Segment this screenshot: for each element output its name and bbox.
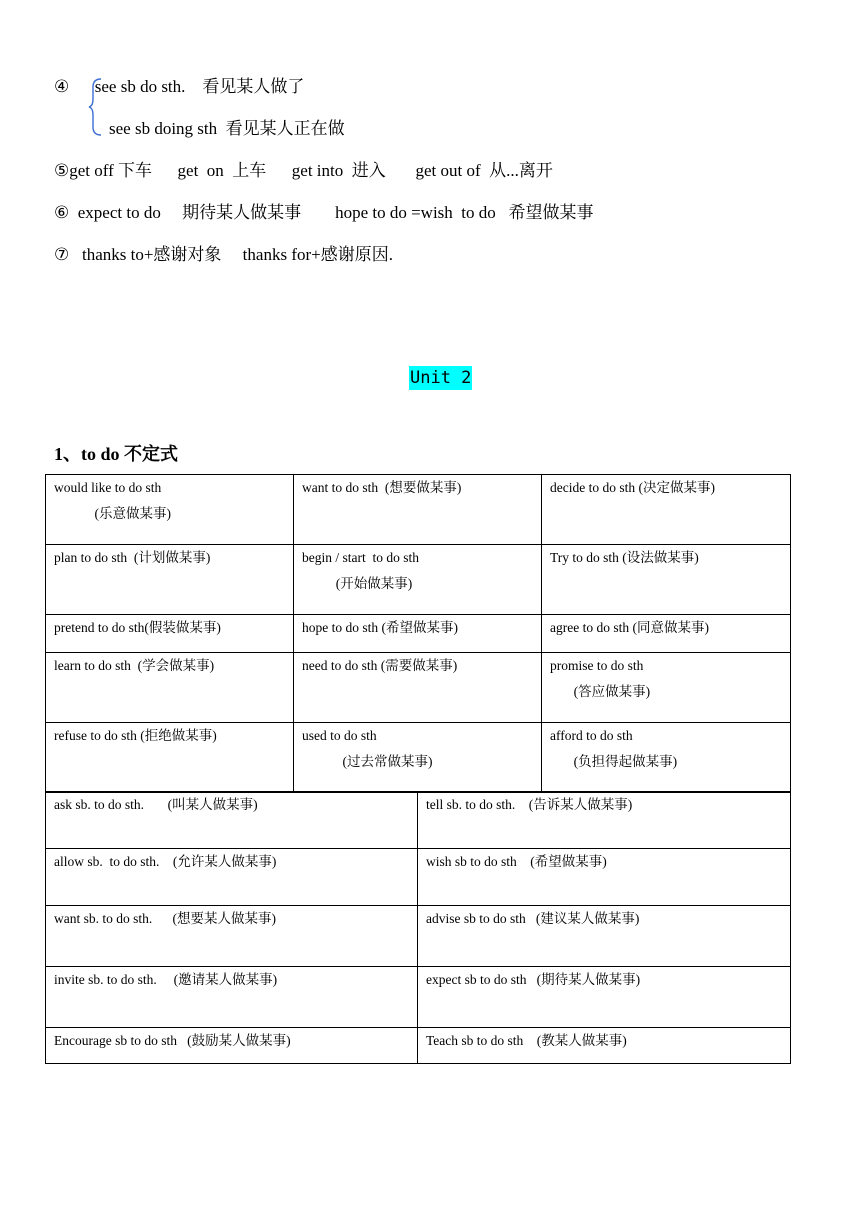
table-row — [46, 653, 791, 723]
cell-main: Try to do sth (设法做某事) — [550, 550, 699, 565]
table-row — [46, 723, 791, 793]
table-cell — [542, 475, 791, 545]
table-cell — [418, 849, 791, 906]
table-cell — [46, 723, 294, 793]
table-row — [46, 967, 791, 1028]
table-row — [46, 792, 791, 849]
section-title: 1、to do 不定式 — [54, 444, 179, 464]
cell-text: ask sb. to do sth. (叫某人做某事) — [54, 797, 258, 812]
cell-text: allow sb. to do sth. (允许某人做某事) — [54, 854, 277, 869]
cell-main: afford to do sth — [550, 728, 633, 743]
cell-text: Teach sb to do sth (教某人做某事) — [426, 1033, 627, 1048]
bracket-icon — [88, 77, 102, 137]
note-5: ⑤get off 下车 get on 上车 get into 进入 get out of 从...离开 — [54, 161, 553, 180]
cell-sub: (开始做某事) — [302, 576, 413, 591]
table-row — [46, 475, 791, 545]
table-cell — [46, 792, 418, 849]
cell-main: promise to do sth — [550, 658, 644, 673]
table-cell — [542, 615, 791, 653]
table-cell — [46, 1028, 418, 1064]
table-row — [46, 1028, 791, 1064]
cell-main: decide to do sth (决定做某事) — [550, 480, 715, 495]
table-cell — [294, 615, 542, 653]
table-cell — [418, 792, 791, 849]
note-6: ⑥ expect to do 期待某人做某事 hope to do =wish to do 希望做某事 — [54, 203, 594, 222]
cell-main: refuse to do sth (拒绝做某事) — [54, 728, 217, 743]
cell-main: need to do sth (需要做某事) — [302, 658, 458, 673]
table-cell — [46, 475, 294, 545]
table-cell — [418, 1028, 791, 1064]
cell-main: would like to do sth — [54, 480, 162, 495]
table-cell — [542, 653, 791, 723]
cell-sub: (乐意做某事) — [54, 506, 171, 521]
cell-text: advise sb to do sth (建议某人做某事) — [426, 911, 640, 926]
table-cell — [46, 653, 294, 723]
table-cell — [46, 849, 418, 906]
table-row — [46, 545, 791, 615]
cell-main: plan to do sth (计划做某事) — [54, 550, 211, 565]
table-row — [46, 615, 791, 653]
table-cell — [46, 967, 418, 1028]
cell-main: begin / start to do sth — [302, 550, 419, 565]
cell-main: used to do sth — [302, 728, 377, 743]
table-cell — [294, 545, 542, 615]
table-cell — [46, 906, 418, 967]
cell-text: invite sb. to do sth. (邀请某人做某事) — [54, 972, 278, 987]
cell-text: tell sb. to do sth. (告诉某人做某事) — [426, 797, 633, 812]
cell-sub: (答应做某事) — [550, 684, 651, 699]
table-cell — [294, 723, 542, 793]
table-cell — [294, 653, 542, 723]
table-row — [46, 849, 791, 906]
cell-text: Encourage sb to do sth (鼓励某人做某事) — [54, 1033, 291, 1048]
table-cell — [542, 723, 791, 793]
note-7: ⑦ thanks to+感谢对象 thanks for+感谢原因. — [54, 245, 393, 264]
table-cell — [418, 906, 791, 967]
sb-to-do-verbs-table — [45, 791, 791, 1064]
to-do-verbs-table — [45, 474, 791, 793]
note-4a: ④ see sb do sth. 看见某人做了 — [54, 77, 305, 96]
table-row — [46, 906, 791, 967]
cell-main: learn to do sth (学会做某事) — [54, 658, 215, 673]
cell-text: expect sb to do sth (期待某人做某事) — [426, 972, 641, 987]
table-cell — [46, 545, 294, 615]
unit-title: Unit 2 — [410, 368, 472, 388]
cell-sub: (过去常做某事) — [302, 754, 433, 769]
note-4b: see sb doing sth 看见某人正在做 — [109, 119, 345, 138]
cell-main: agree to do sth (同意做某事) — [550, 620, 709, 635]
cell-sub: (负担得起做某事) — [550, 754, 678, 769]
table-cell — [418, 967, 791, 1028]
cell-text: wish sb to do sth (希望做某事) — [426, 854, 607, 869]
cell-main: pretend to do sth(假装做某事) — [54, 620, 221, 635]
table-cell — [542, 545, 791, 615]
cell-main: want to do sth (想要做某事) — [302, 480, 462, 495]
table-cell — [294, 475, 542, 545]
cell-main: hope to do sth (希望做某事) — [302, 620, 458, 635]
cell-text: want sb. to do sth. (想要某人做某事) — [54, 911, 276, 926]
table-cell — [46, 615, 294, 653]
